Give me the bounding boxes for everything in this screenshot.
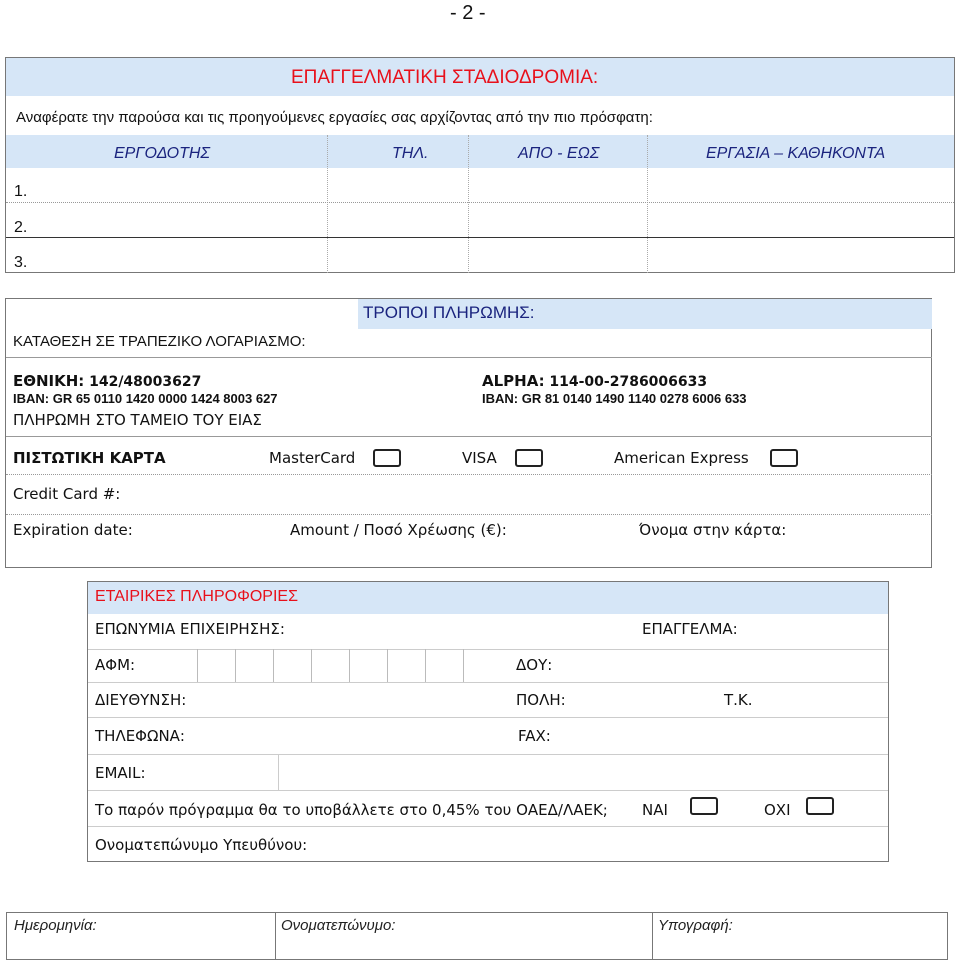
sig-divider [652, 913, 653, 959]
ethniki-account: 142/48003627 [89, 374, 202, 390]
fax-label: FAX: [518, 727, 551, 745]
row-divider [6, 202, 954, 203]
company-divider [88, 790, 888, 791]
postcode-label: Τ.Κ. [724, 691, 753, 709]
row-number: 1. [14, 183, 28, 200]
afm-label: ΑΦΜ: [95, 656, 136, 674]
expiration-label: Expiration date: [13, 521, 133, 539]
col-from-to: ΑΠΟ - ΕΩΣ [518, 145, 600, 162]
cash-label: ΠΛΗΡΩΜΗ ΣΤΟ ΤΑΜΕΙΟ ΤΟΥ ΕΙΑΣ [13, 411, 262, 429]
date-label: Ημερομηνία: [14, 917, 97, 934]
row-number: 3. [14, 254, 28, 271]
no-checkbox[interactable] [806, 797, 834, 815]
sign-label: Υπογραφή: [658, 917, 733, 934]
name-label: Ονοματεπώνυμο: [281, 917, 396, 934]
credit-card-label: ΠΙΣΤΩΤΙΚΗ ΚΑΡΤΑ [13, 449, 166, 467]
page-number: - 2 - [450, 2, 486, 24]
col-employer: ΕΡΓΟΔΟΤΗΣ [114, 145, 211, 162]
payment-title: ΤΡΟΠΟΙ ΠΛΗΡΩΜΗΣ: [363, 303, 535, 322]
row-divider [6, 237, 954, 238]
amex-label: American Express [614, 449, 749, 467]
payment-divider [6, 436, 932, 437]
payment-title-divider [6, 357, 932, 358]
ethniki-label: ΕΘΝΙΚΗ: [13, 372, 85, 390]
row-number: 2. [14, 219, 28, 236]
oaed-question: Το παρόν πρόγραμμα θα το υποβάλλετε στο 0,45% του ΟΑΕΔ/ΛΑΕΚ; [95, 801, 608, 819]
amex-checkbox[interactable] [770, 449, 798, 467]
company-divider [88, 717, 888, 718]
career-section [5, 57, 955, 273]
company-title: ΕΤΑΙΡΙΚΕΣ ΠΛΗΡΟΦΟΡΙΕΣ [95, 588, 298, 605]
col-phone: ΤΗΛ. [392, 145, 429, 162]
cc-divider [6, 474, 932, 475]
email-vline [278, 754, 279, 790]
yes-label: ΝΑΙ [642, 801, 668, 819]
profession-label: ΕΠΑΓΓΕΛΜΑ: [642, 620, 738, 638]
alpha-iban: IBAN: GR 81 0140 1490 1140 0278 6006 633 [482, 391, 747, 406]
ethniki-iban: IBAN: GR 65 0110 1420 0000 1424 8003 627 [13, 391, 278, 406]
city-label: ΠΟΛΗ: [516, 691, 566, 709]
address-label: ΔΙΕΥΘΥΝΣΗ: [95, 691, 187, 709]
card-name-label: Όνομα στην κάρτα: [639, 521, 787, 539]
alpha-account: 114-00-2786006633 [549, 374, 708, 390]
alpha-row [482, 372, 707, 390]
company-name-label: ΕΠΩΝΥΜΙΑ ΕΠΙΧΕΙΡΗΣΗΣ: [95, 620, 285, 638]
col-duties: ΕΡΓΑΣΙΑ – ΚΑΘΗΚΟΝΤΑ [706, 145, 886, 162]
visa-checkbox[interactable] [515, 449, 543, 467]
sig-divider [275, 913, 276, 959]
mastercard-label: MasterCard [269, 449, 356, 467]
career-row-input[interactable] [328, 169, 954, 201]
company-divider [88, 754, 888, 755]
yes-checkbox[interactable] [690, 797, 718, 815]
alpha-label: ALPHA: [482, 372, 545, 390]
visa-label: VISA [462, 449, 497, 467]
deposit-label: ΚΑΤΑΘΕΣΗ ΣΕ ΤΡΑΠΕΖΙΚΟ ΛΟΓΑΡΙΑΣΜΟ: [13, 333, 306, 350]
company-divider [88, 682, 888, 683]
amount-label: Amount / Ποσό Χρέωσης (€): [290, 521, 507, 539]
mastercard-checkbox[interactable] [373, 449, 401, 467]
company-divider [88, 826, 888, 827]
career-row-input[interactable] [328, 204, 954, 236]
phones-label: ΤΗΛΕΦΩΝΑ: [95, 727, 185, 745]
email-label: EMAIL: [95, 764, 146, 782]
signature-section [6, 912, 948, 960]
career-title: ΕΠΑΓΓΕΛΜΑΤΙΚΗ ΣΤΑΔΙΟΔΡΟΜΙΑ: [291, 67, 599, 88]
career-instruction: Αναφέρατε την παρούσα και τις προηγούμενες εργασίες σας αρχίζοντας από την πιο πρόσφατη: [16, 109, 653, 126]
card-number-input[interactable] [146, 479, 926, 509]
company-section [87, 581, 889, 862]
cc-divider [6, 514, 932, 515]
payment-section [5, 298, 932, 568]
afm-cell-grid[interactable] [160, 649, 500, 682]
no-label: ΟΧΙ [764, 801, 791, 819]
ethniki-row [13, 372, 201, 390]
responsible-label: Ονοματεπώνυμο Υπευθύνου: [95, 836, 308, 854]
doy-label: ΔΟΥ: [516, 656, 553, 674]
card-number-label: Credit Card #: [13, 485, 121, 503]
career-row-input[interactable] [328, 239, 954, 273]
